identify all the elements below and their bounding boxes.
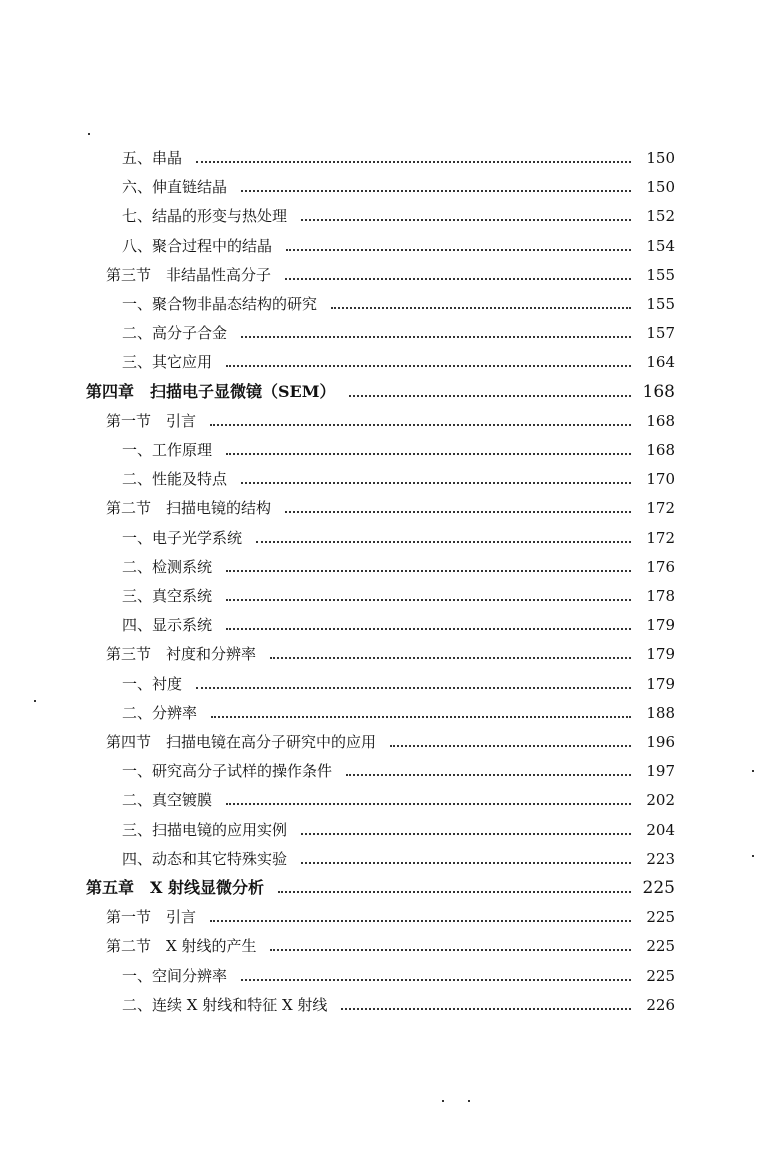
entry-title: 四、显示系统: [122, 616, 213, 635]
section-entry: [0, 730, 675, 752]
page-number: 204: [646, 820, 675, 839]
dot-leader: [390, 745, 631, 747]
entry-title: 一、空间分辨率: [122, 966, 228, 985]
entry-title: 第三节 非结晶性高分子: [106, 265, 272, 284]
page-number: 223: [646, 849, 675, 868]
dot-leader: [241, 190, 631, 192]
scan-speck: [468, 1100, 470, 1102]
page-number: 179: [646, 674, 675, 693]
subsection-entry: [0, 350, 675, 372]
entry-title: 第三节 衬度和分辨率: [106, 645, 257, 664]
entry-title: 八、聚合过程中的结晶: [122, 236, 273, 255]
page-number: 179: [646, 645, 675, 664]
entry-title: 三、真空系统: [122, 587, 213, 605]
entry-title: 三、其它应用: [122, 353, 213, 372]
page-number: 176: [646, 557, 675, 576]
page-number: 172: [646, 499, 675, 518]
scan-speck: [34, 700, 36, 702]
page-number: 170: [646, 470, 675, 489]
page-number: 188: [646, 703, 675, 722]
entry-title: 一、聚合物非晶态结构的研究: [122, 295, 318, 313]
dot-leader: [301, 219, 631, 221]
page-number: 168: [646, 441, 675, 459]
page-number: 152: [646, 207, 675, 226]
subsection-entry: [0, 701, 675, 723]
entry-title: 七、结晶的形变与热处理: [122, 207, 288, 226]
entry-title: 二、分辨率: [122, 703, 198, 722]
page-number: 226: [646, 995, 675, 1014]
dot-leader: [226, 570, 631, 572]
section-entry: [0, 263, 675, 285]
chapter-entry: [0, 380, 675, 402]
subsection-entry: [0, 438, 675, 460]
page-number: 157: [646, 324, 675, 343]
subsection-entry: [0, 672, 675, 694]
scan-speck: [752, 855, 754, 857]
subsection-entry: [0, 146, 675, 168]
subsection-entry: [0, 584, 675, 606]
entry-title: 一、衬度: [122, 674, 183, 693]
page-number: 155: [646, 295, 675, 313]
page-number: 225: [642, 878, 675, 898]
dot-leader: [210, 920, 631, 922]
dot-leader: [301, 833, 631, 835]
entry-title: 第一节 引言: [106, 411, 197, 430]
subsection-entry: [0, 964, 675, 986]
entry-title: 第二节 扫描电镜的结构: [106, 499, 272, 518]
section-entry: [0, 934, 675, 956]
dot-leader: [349, 395, 631, 397]
entry-title: 二、高分子合金: [122, 324, 228, 343]
entry-title: 第四章 扫描电子显微镜（SEM）: [86, 381, 336, 401]
dot-leader: [226, 599, 631, 601]
subsection-entry: [0, 555, 675, 577]
section-entry: [0, 642, 675, 664]
subsection-entry: [0, 175, 675, 197]
dot-leader: [270, 657, 631, 659]
dot-leader: [301, 862, 631, 864]
subsection-entry: [0, 613, 675, 635]
subsection-entry: [0, 818, 675, 840]
page-number: 225: [646, 908, 675, 927]
dot-leader: [285, 511, 631, 513]
page-number: 202: [646, 791, 675, 810]
entry-title: 一、电子光学系统: [122, 528, 243, 547]
subsection-entry: [0, 234, 675, 256]
dot-leader: [346, 774, 631, 776]
scan-speck: [88, 133, 90, 135]
dot-leader: [226, 365, 631, 367]
page-number: 164: [646, 353, 675, 372]
section-entry: [0, 409, 675, 431]
page-number: 150: [646, 178, 675, 197]
dot-leader: [278, 891, 631, 893]
dot-leader: [241, 979, 631, 981]
scan-speck: [752, 770, 754, 772]
entry-title: 第二节 X 射线的产生: [106, 937, 257, 956]
dot-leader: [341, 1008, 631, 1010]
dot-leader: [241, 336, 631, 338]
subsection-entry: [0, 467, 675, 489]
page-number: 155: [646, 265, 675, 284]
subsection-entry: [0, 526, 675, 548]
entry-title: 五、串晶: [122, 149, 183, 167]
page-number: 168: [642, 381, 675, 402]
subsection-entry: [0, 847, 675, 869]
subsection-entry: [0, 292, 675, 314]
page-number: 168: [646, 411, 675, 430]
page-number: 150: [646, 149, 675, 167]
entry-title: 二、检测系统: [122, 557, 213, 576]
page-number: 178: [646, 587, 675, 605]
entry-title: 四、动态和其它特殊实验: [122, 849, 288, 868]
subsection-entry: [0, 759, 675, 781]
entry-title: 二、连续 X 射线和特征 X 射线: [122, 995, 328, 1014]
dot-leader: [211, 716, 631, 718]
page-number: 179: [646, 616, 675, 635]
dot-leader: [226, 803, 631, 805]
entry-title: 六、伸直链结晶: [122, 178, 228, 197]
entry-title: 一、工作原理: [122, 441, 213, 459]
subsection-entry: [0, 204, 675, 226]
section-entry: [0, 496, 675, 518]
entry-title: 第一节 引言: [106, 908, 197, 927]
entry-title: 二、真空镀膜: [122, 791, 213, 810]
page-number: 196: [646, 733, 675, 751]
subsection-entry: [0, 321, 675, 343]
dot-leader: [286, 249, 631, 251]
dot-leader: [270, 949, 631, 951]
entry-title: 三、扫描电镜的应用实例: [122, 820, 288, 839]
page-number: 172: [646, 528, 675, 547]
scan-speck: [442, 1100, 444, 1102]
entry-title: 第五章 X 射线显微分析: [86, 878, 264, 897]
dot-leader: [210, 424, 631, 426]
dot-leader: [196, 161, 631, 163]
entry-title: 第四节 扫描电镜在高分子研究中的应用: [106, 733, 377, 751]
entry-title: 一、研究高分子试样的操作条件: [122, 762, 333, 781]
subsection-entry: [0, 993, 675, 1015]
page-number: 225: [646, 966, 675, 985]
page-number: 154: [646, 236, 675, 255]
subsection-entry: [0, 788, 675, 810]
dot-leader: [285, 278, 631, 280]
entry-title: 二、性能及特点: [122, 470, 228, 489]
dot-leader: [331, 307, 631, 309]
dot-leader: [226, 453, 631, 455]
chapter-entry: [0, 876, 675, 898]
dot-leader: [256, 541, 631, 543]
dot-leader: [226, 628, 631, 630]
dot-leader: [196, 687, 631, 689]
page-number: 197: [646, 762, 675, 781]
page-number: 225: [646, 937, 675, 956]
dot-leader: [241, 482, 631, 484]
section-entry: [0, 905, 675, 927]
